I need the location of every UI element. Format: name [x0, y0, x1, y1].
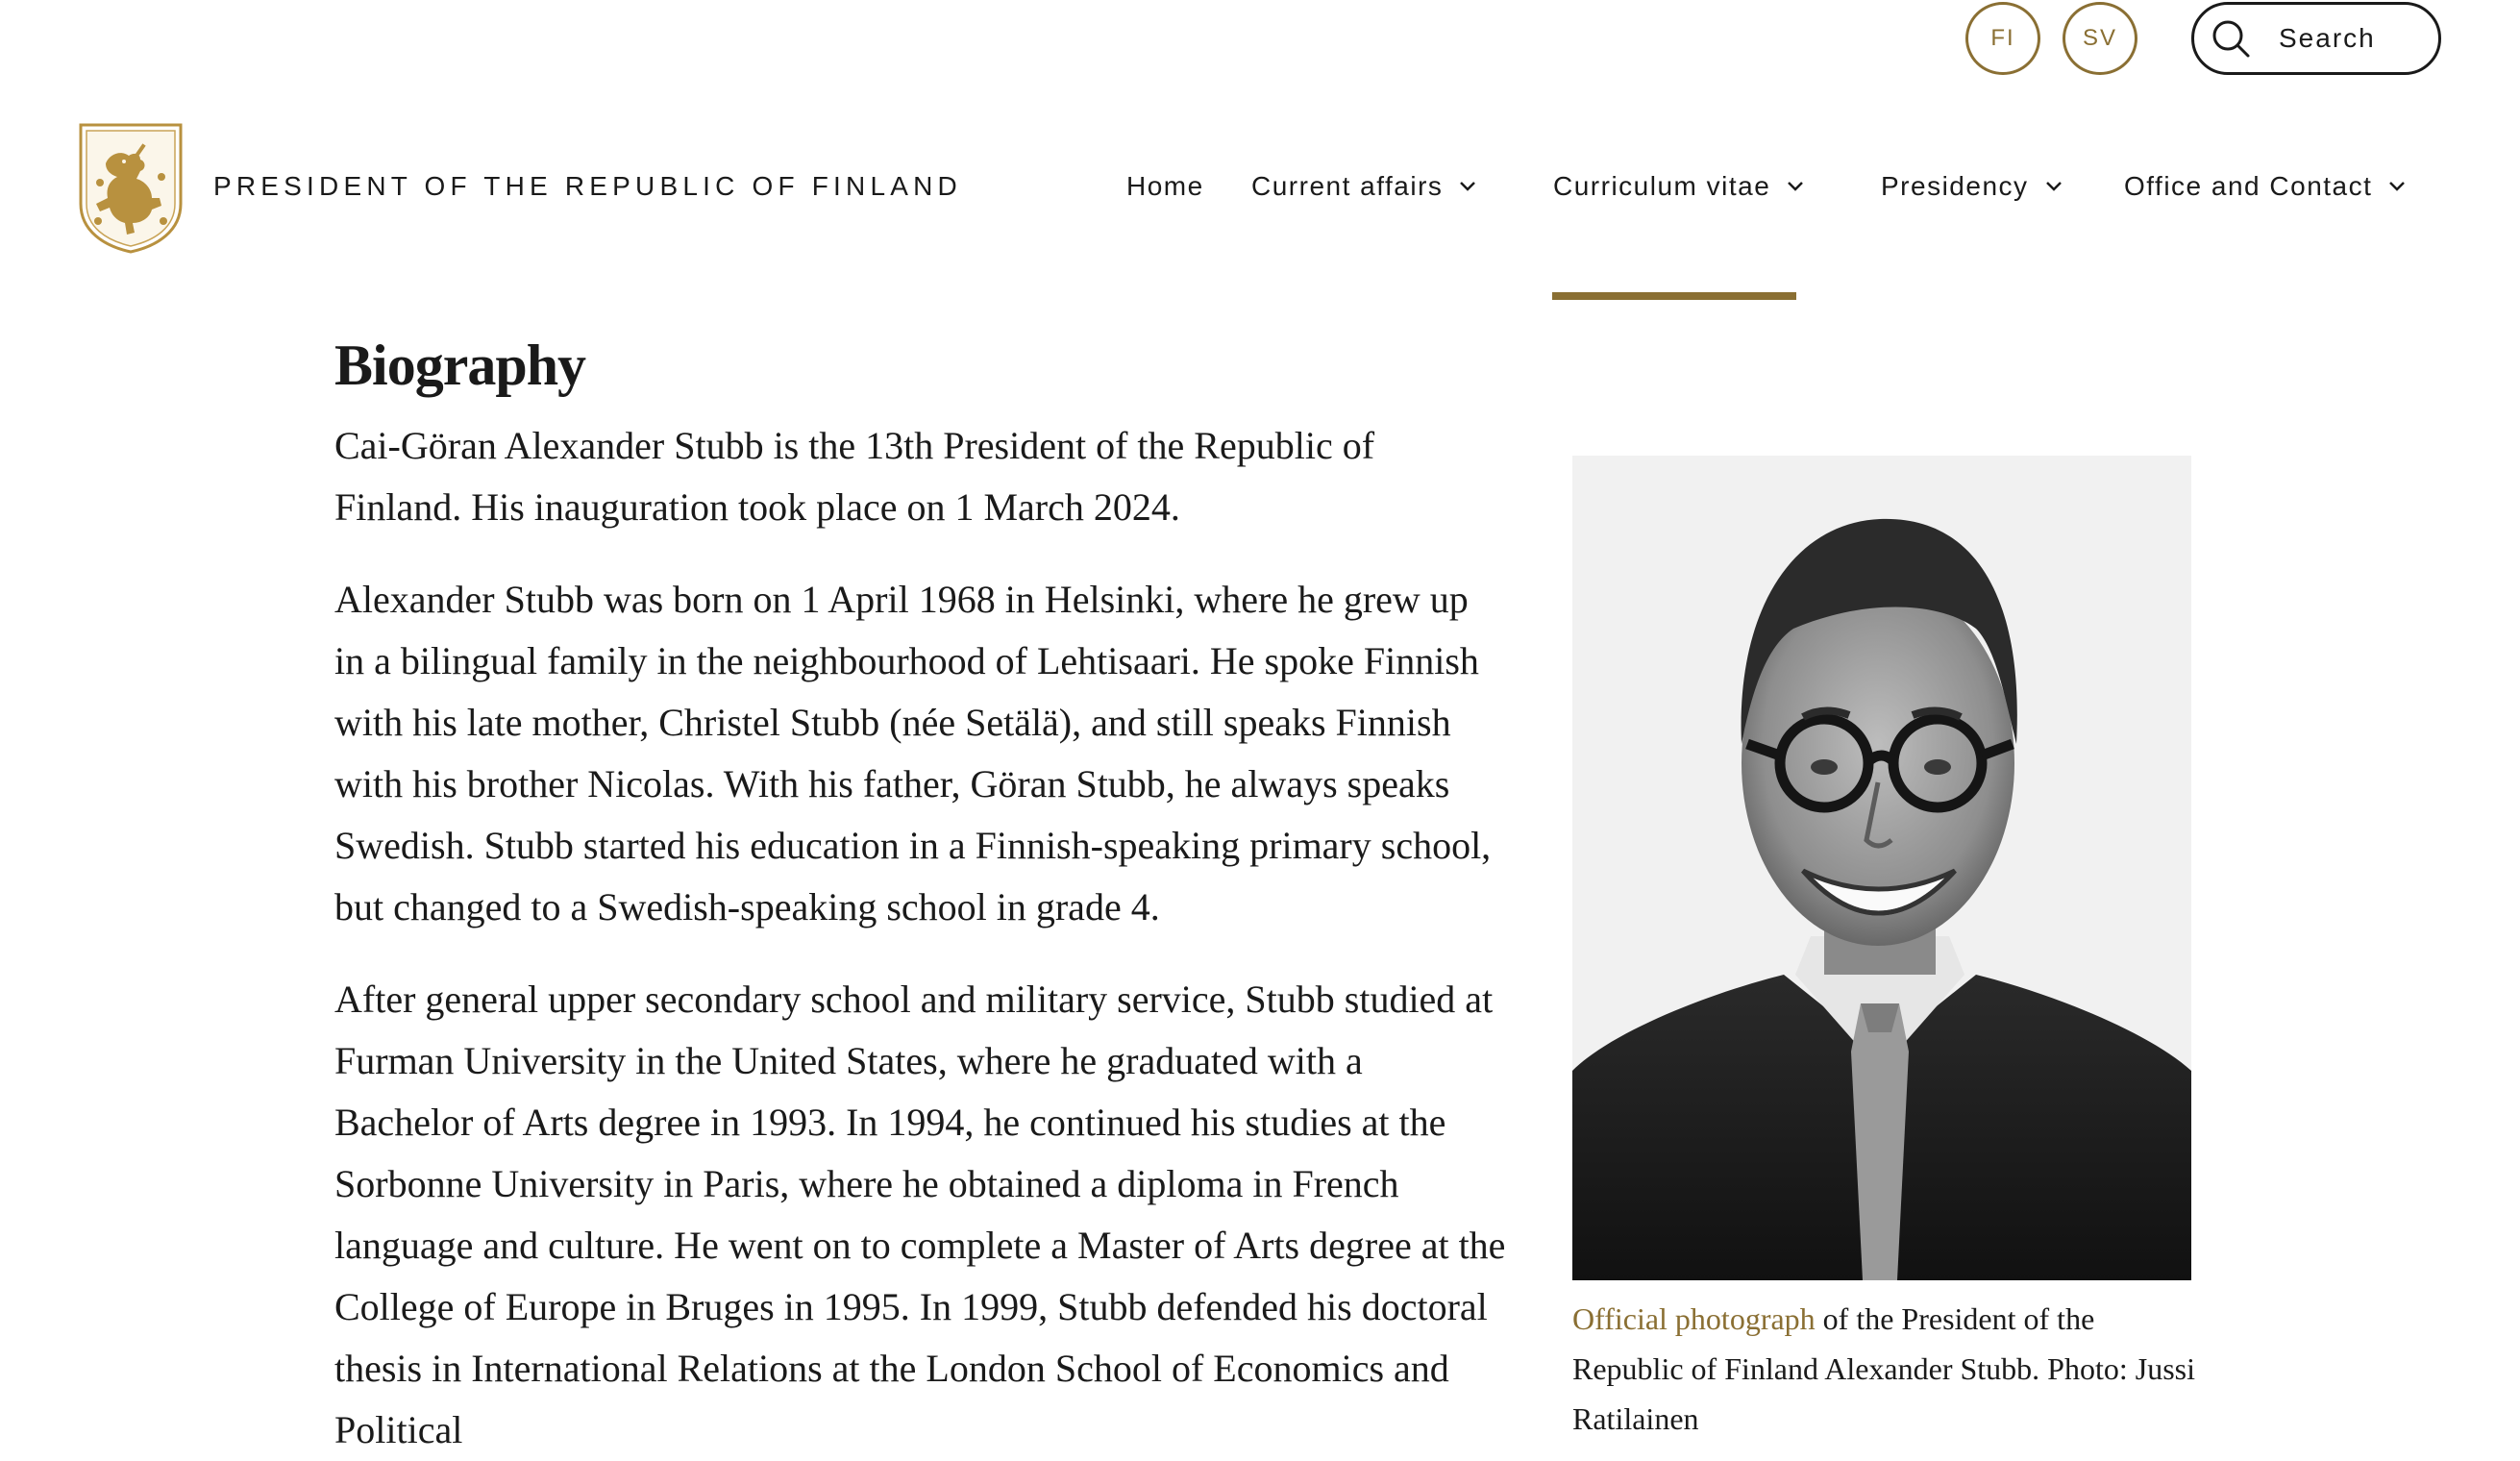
- biography-article: [334, 327, 1507, 1461]
- search-label: Search: [2279, 23, 2376, 53]
- nav-item-curriculum-vitae[interactable]: [1553, 171, 1809, 202]
- nav-item-label: Curriculum vitae: [1553, 171, 1771, 201]
- article-paragraph: Cai-Göran Alexander Stubb is the 13th President of the Republic of Finland. His inauguration took place on 1 March 2024.: [334, 424, 1375, 529]
- nav-item-presidency[interactable]: [1881, 171, 2067, 202]
- nav-item-office-and-contact[interactable]: [2124, 171, 2410, 202]
- page-title: Biography: [334, 334, 586, 397]
- nav-item-label: Current affairs: [1251, 171, 1444, 201]
- search-icon: [2210, 17, 2252, 60]
- language-sv-button[interactable]: SV: [2063, 2, 2137, 75]
- nav-item-label: Office and Contact: [2124, 171, 2373, 201]
- site-title[interactable]: PRESIDENT OF THE REPUBLIC OF FINLAND: [213, 171, 962, 201]
- chevron-down-icon: [1782, 173, 1809, 200]
- article-paragraph: Alexander Stubb was born on 1 April 1968 in Helsinki, where he grew up in a bilingual family in the neighbourhood of Lehtisaari. He spoke Finnish with his late mother, Christel Stubb (née Setälä), and still speaks Finnish with his brother Nicolas. With his father, Göran Stubb, he always speaks Swedish. Stubb started his education in a Finnish-speaking primary school, but changed to a Swedish-speaking school in grade 4.: [334, 578, 1492, 929]
- active-nav-indicator: [1552, 292, 1796, 300]
- official-photograph-link[interactable]: Official photograph: [1572, 1301, 1816, 1336]
- chevron-down-icon: [2040, 173, 2067, 200]
- main-navigation: [0, 171, 2520, 210]
- caption-text: of the President of the Republic of Finland Alexander Stubb. Photo: Jussi Ratilainen: [1572, 1301, 2195, 1436]
- nav-item-label: Home: [1126, 171, 1204, 201]
- article-paragraph: After general upper secondary school and military service, Stubb studied at Furman University in the United States, where he graduated with a Bachelor of Arts degree in 1993. In 1994, he continued his studies at the Sorbonne University in Paris, where he obtained a diploma in French language and culture. He went on to complete a Master of Arts degree at the College of Europe in Bruges in 1995. In 1999, Stubb defended his doctoral thesis in International Relations at the London School of Economics and Political: [334, 978, 1506, 1451]
- search-button[interactable]: [2191, 2, 2441, 75]
- portrait-image: [1572, 456, 2191, 1280]
- nav-item-current-affairs[interactable]: [1251, 171, 1481, 202]
- language-fi-button[interactable]: FI: [1965, 2, 2040, 75]
- official-portrait: [1572, 456, 2191, 1280]
- nav-item-home[interactable]: [1126, 171, 1204, 202]
- chevron-down-icon: [1454, 173, 1481, 200]
- nav-item-label: Presidency: [1881, 171, 2029, 201]
- chevron-down-icon: [2384, 173, 2410, 200]
- photo-caption: [1572, 1294, 2207, 1444]
